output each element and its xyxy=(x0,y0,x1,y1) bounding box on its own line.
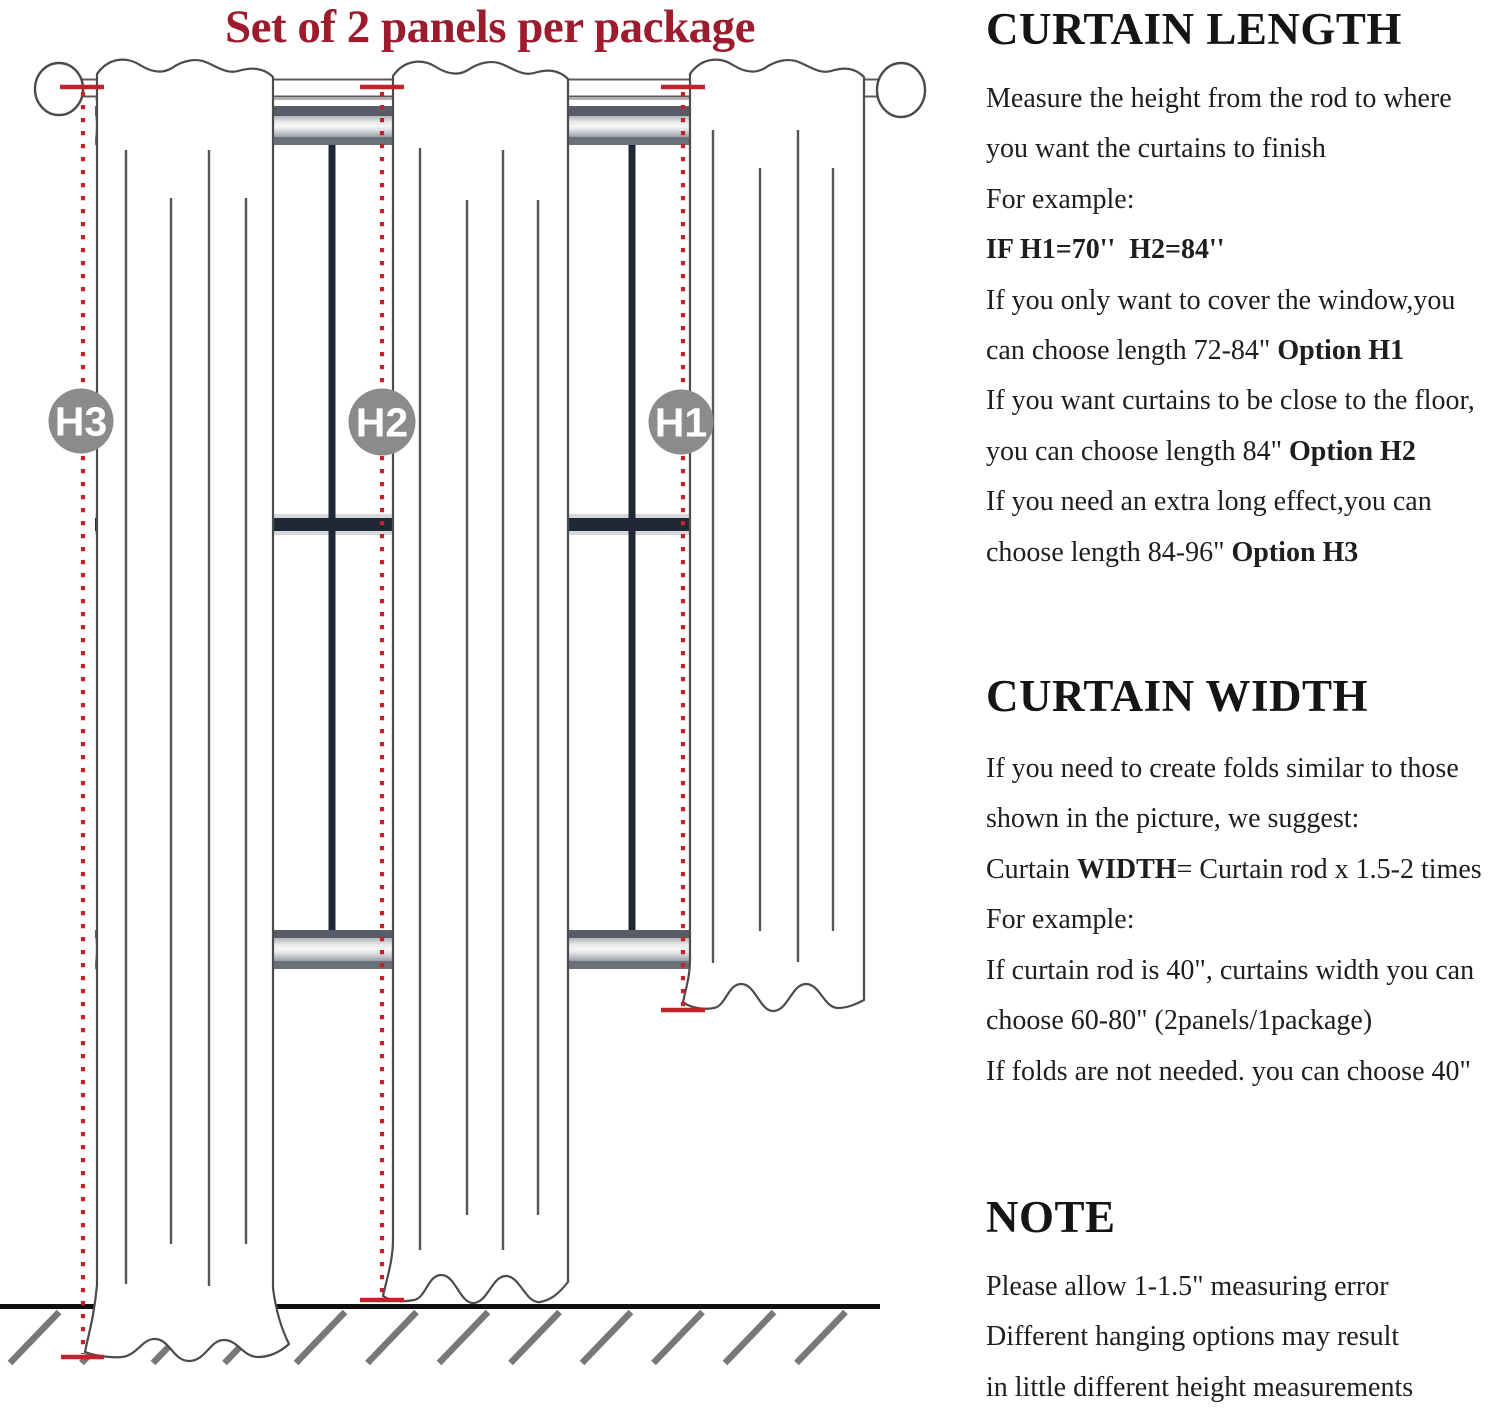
text-line: you want the curtains to finish xyxy=(986,133,1326,165)
text-line: Different hanging options may result xyxy=(986,1321,1400,1353)
text-line: choose 60-80" (2panels/1package) xyxy=(986,1005,1373,1037)
text-line: you can choose length 84" Option H2 xyxy=(986,435,1416,467)
rod-finial-right-icon xyxy=(877,63,925,117)
text-line: For example: xyxy=(986,183,1135,215)
text-line: If curtain rod is 40", curtains width you can xyxy=(986,954,1475,986)
text-line: If you need to create folds similar to those xyxy=(986,753,1459,785)
curtain-length-text xyxy=(986,74,1500,578)
text-line: Curtain WIDTH= Curtain rod x 1.5-2 times xyxy=(986,853,1482,885)
curtain-panel-h2 xyxy=(383,62,568,1303)
curtain-panel-h1 xyxy=(683,60,864,1011)
badge-h2 xyxy=(349,389,416,456)
badge-h3 xyxy=(49,389,114,454)
badge-h1-label: H1 xyxy=(654,399,708,446)
badge-h3-label: H3 xyxy=(54,398,108,445)
info-column xyxy=(986,0,1500,1413)
section-heading-note: NOTE xyxy=(986,1191,1116,1242)
text-line: IF H1=70'' H2=84'' xyxy=(986,234,1225,266)
text-line: choose length 84-96" Option H3 xyxy=(986,536,1359,568)
page-title: Set of 2 panels per package xyxy=(224,1,756,53)
text-line: in little different height measurements xyxy=(986,1371,1414,1403)
text-line: Please allow 1-1.5" measuring error xyxy=(986,1270,1389,1302)
text-line: If you need an extra long effect,you can xyxy=(986,486,1432,518)
section-heading-curtain-length: CURTAIN LENGTH xyxy=(986,4,1402,54)
text-line: can choose length 72-84" Option H1 xyxy=(986,335,1405,367)
text-line: shown in the picture, we suggest: xyxy=(986,803,1360,835)
window-mullion-right xyxy=(629,145,636,930)
text-line: If folds are not needed. you can choose 40" xyxy=(986,1055,1471,1087)
text-line: If you only want to cover the window,you xyxy=(986,284,1456,316)
window-mullion-left xyxy=(329,145,336,930)
curtain-panel-h3 xyxy=(85,60,289,1361)
badge-h2-label: H2 xyxy=(355,399,409,446)
curtain-width-text xyxy=(986,744,1500,1097)
note-text xyxy=(986,1262,1500,1413)
badge-h1 xyxy=(649,390,714,455)
text-line: Measure the height from the rod to where xyxy=(986,83,1452,114)
text-line: If you want curtains to be close to the floor, xyxy=(986,385,1475,417)
text-line: For example: xyxy=(986,904,1135,936)
section-heading-curtain-width: CURTAIN WIDTH xyxy=(986,671,1369,722)
